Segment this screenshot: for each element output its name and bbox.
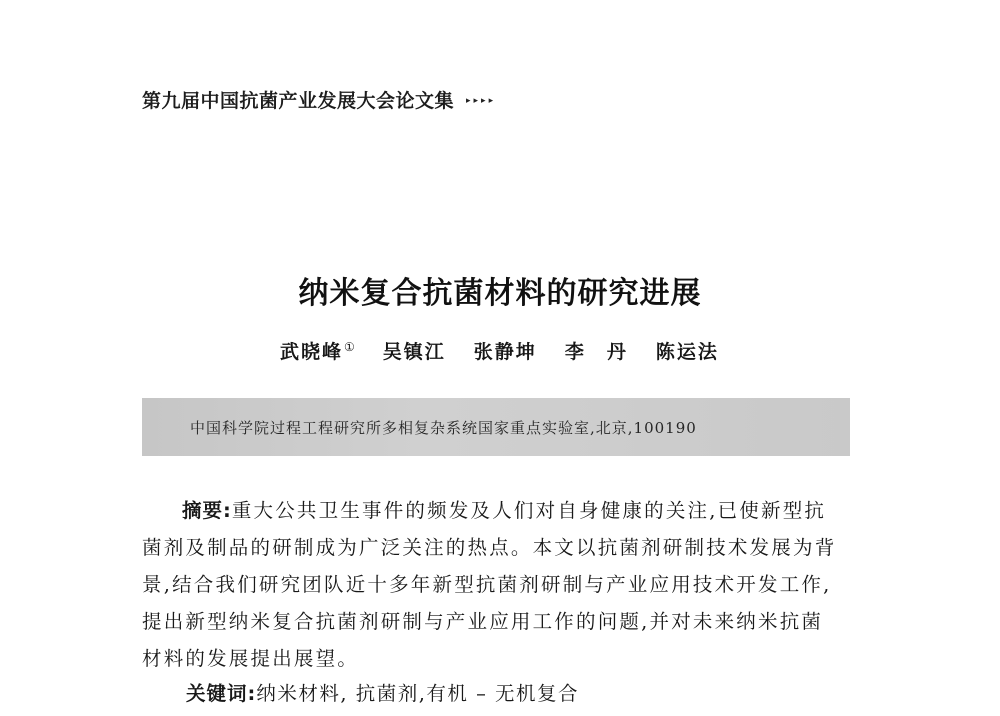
author-footnote-mark: ① — [344, 340, 355, 354]
running-header — [142, 86, 496, 113]
arrow-marker-icon: ▸▸▸▸ — [466, 95, 497, 106]
affiliation-text: 中国科学院过程工程研究所多相复杂系统国家重点实验室,北京,100190 — [190, 419, 697, 437]
keywords-label: 关键词: — [186, 682, 257, 705]
article-title: 纳米复合抗菌材料的研究进展 — [298, 276, 702, 311]
author-name: 武晓峰 — [280, 341, 344, 363]
abstract-text: 重大公共卫生事件的频发及人们对自身健康的关注,已使新型抗 — [231, 499, 827, 522]
author — [656, 337, 719, 364]
abstract-line — [142, 492, 854, 529]
author — [474, 337, 537, 364]
author-name: 张静坤 — [473, 341, 537, 363]
author-name: 吴镇江 — [382, 341, 446, 363]
proceedings-title: 第九届中国抗菌产业发展大会论文集 — [142, 90, 455, 112]
author-name: 李 丹 — [564, 341, 628, 363]
affiliation-band — [142, 398, 850, 456]
keywords — [186, 678, 579, 706]
author-name: 陈运法 — [655, 341, 719, 363]
abstract-line: 菌剂及制品的研制成为广泛关注的热点。本文以抗菌剂研制技术发展为背 — [142, 536, 837, 559]
abstract-line: 提出新型纳米复合抗菌剂研制与产业应用工作的问题,并对未来纳米抗菌 — [142, 610, 824, 633]
keywords-text: 纳米材料, 抗菌剂,有机 – 无机复合 — [256, 682, 580, 705]
author — [565, 337, 628, 364]
author — [280, 337, 355, 364]
author — [383, 337, 446, 364]
abstract-line: 景,结合我们研究团队近十多年新型抗菌剂研制与产业应用技术开发工作, — [142, 573, 832, 596]
abstract-label: 摘要: — [182, 499, 232, 522]
abstract — [142, 492, 854, 677]
abstract-line: 材料的发展提出展望。 — [142, 647, 360, 670]
author-list — [280, 337, 719, 364]
